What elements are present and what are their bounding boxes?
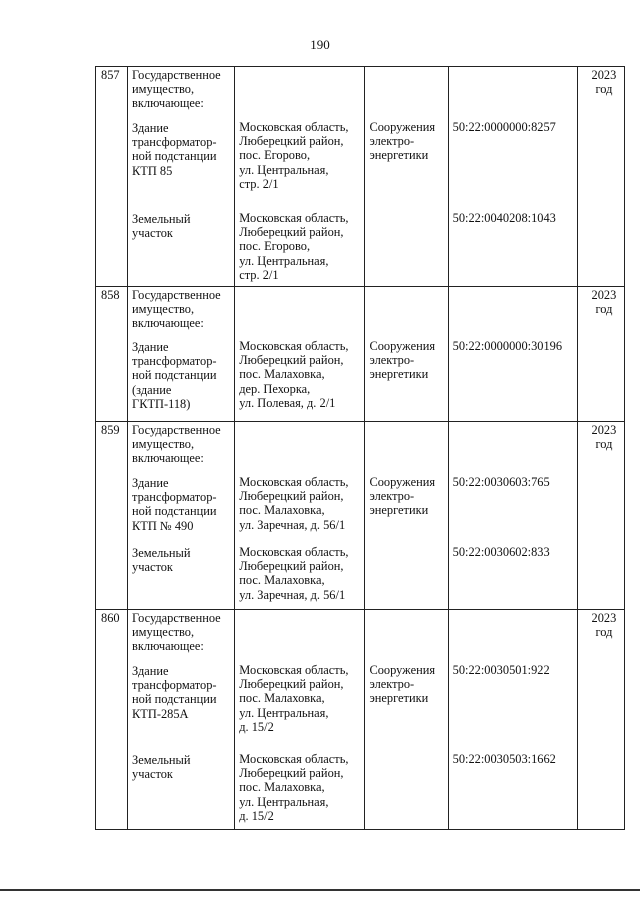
cadastral-number: 50:22:0000000:30196 xyxy=(452,339,563,353)
entry-row xyxy=(96,610,625,830)
entry-year: 2023 год xyxy=(591,423,617,452)
entry-number: 857 xyxy=(101,68,120,82)
entry-row xyxy=(96,287,625,422)
page-number: 190 xyxy=(310,37,330,52)
group-title: Государственное имущество, включающее: xyxy=(132,288,221,331)
entry-number: 859 xyxy=(101,423,120,437)
entry-row xyxy=(96,67,625,287)
item-name: Здание трансформатор- ной подстанции КТП № 490 xyxy=(132,476,217,533)
property-register-table xyxy=(95,66,625,830)
item-name: Здание трансформатор- ной подстанции КТП-285А xyxy=(132,664,217,721)
cadastral-number: 50:22:0030503:1662 xyxy=(452,752,556,766)
item-type: Сооружения электро- энергетики xyxy=(369,663,436,706)
item-address: Московская область, Люберецкий район, пос. Егорово, ул. Центральная, стр. 2/1 xyxy=(239,120,349,191)
item-name: Земельный участок xyxy=(132,753,191,782)
entry-row xyxy=(96,422,625,610)
item-address: Московская область, Люберецкий район, пос. Егорово, ул. Центральная, стр. 2/1 xyxy=(239,211,349,282)
item-name: Здание трансформатор- ной подстанции (здание ГКТП-118) xyxy=(132,340,217,411)
cadastral-number: 50:22:0040208:1043 xyxy=(452,211,556,225)
cadastral-number: 50:22:0030602:833 xyxy=(452,545,550,559)
group-title: Государственное имущество, включающее: xyxy=(132,423,221,466)
item-address: Московская область, Люберецкий район, пос. Малаховка, ул. Центральная, д. 15/2 xyxy=(239,663,349,734)
item-address: Московская область, Люберецкий район, пос. Малаховка, дер. Пехорка, ул. Полевая, д. 2/1 xyxy=(239,339,349,410)
cadastral-number: 50:22:0030603:765 xyxy=(452,475,550,489)
item-type: Сооружения электро- энергетики xyxy=(369,339,436,382)
item-address: Московская область, Люберецкий район, пос. Малаховка, ул. Заречная, д. 56/1 xyxy=(239,545,349,602)
entry-number: 858 xyxy=(101,288,120,302)
item-type: Сооружения электро- энергетики xyxy=(369,475,436,518)
item-type: Сооружения электро- энергетики xyxy=(369,120,436,163)
item-address: Московская область, Люберецкий район, пос. Малаховка, ул. Заречная, д. 56/1 xyxy=(239,475,349,532)
entry-year: 2023 год xyxy=(591,68,617,97)
entry-year: 2023 год xyxy=(591,288,617,317)
cadastral-number: 50:22:0030501:922 xyxy=(452,663,550,677)
item-name: Здание трансформатор- ной подстанции КТП 85 xyxy=(132,121,217,178)
group-title: Государственное имущество, включающее: xyxy=(132,611,221,654)
group-title: Государственное имущество, включающее: xyxy=(132,68,221,111)
entry-number: 860 xyxy=(101,611,120,625)
entry-year: 2023 год xyxy=(591,611,617,640)
item-address: Московская область, Люберецкий район, пос. Малаховка, ул. Центральная, д. 15/2 xyxy=(239,752,349,823)
cadastral-number: 50:22:0000000:8257 xyxy=(452,120,556,134)
item-name: Земельный участок xyxy=(132,212,191,241)
item-name: Земельный участок xyxy=(132,546,191,575)
scan-bottom-edge xyxy=(0,889,640,891)
